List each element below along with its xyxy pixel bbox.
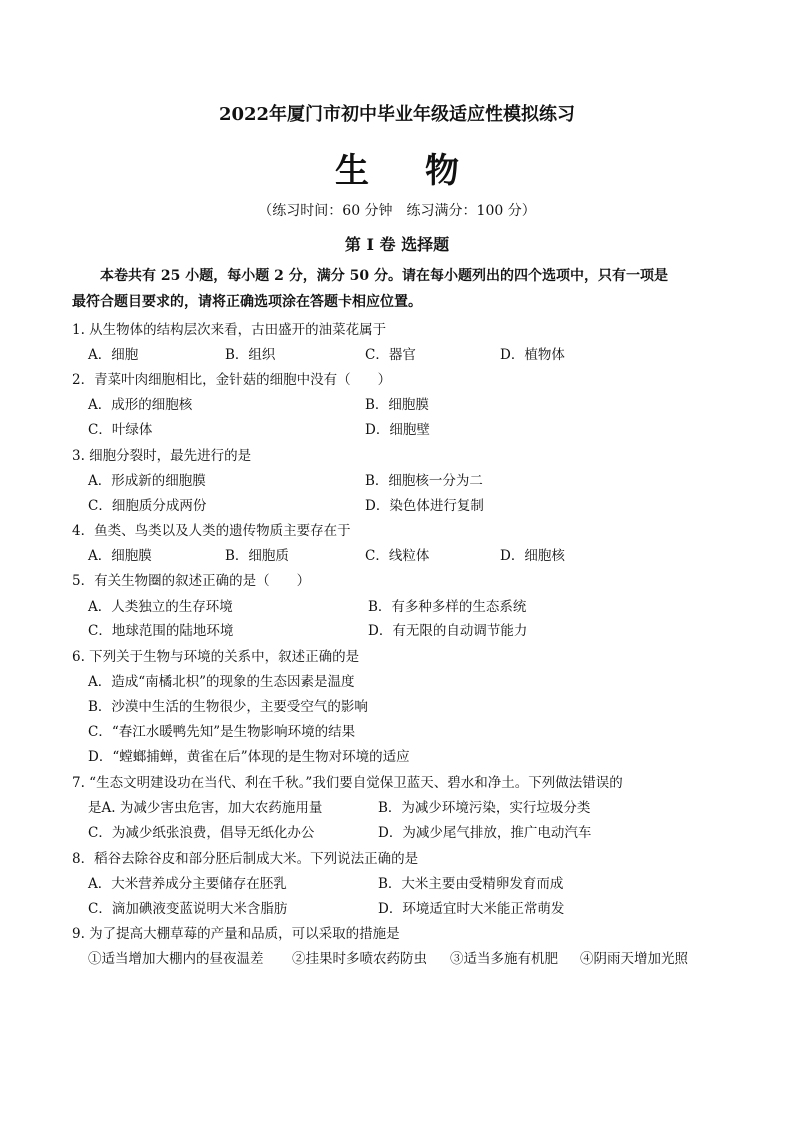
question-stem: 2．青菜叶肉细胞相比，金针菇的细胞中没有（ ） [72,372,392,388]
section-heading: 第 I 卷 选择题 [344,235,450,254]
option: B．细胞核一分为二 [365,473,483,489]
option: B．有多种多样的生态系统 [368,599,527,615]
option: ①适当增加大棚内的昼夜温差 [88,951,264,967]
option: B．为减少环境污染，实行垃圾分类 [378,800,591,816]
option: D．细胞核 [500,548,565,564]
option: C．叶绿体 [88,422,153,438]
option: C．器官 [365,347,416,363]
question-stem: 7. “生态文明建设功在当代、利在千秋。”我们要自觉保卫蓝天、碧水和净土。下列做法错误的 [72,775,623,791]
option: D．环境适宜时大米能正常萌发 [378,901,565,917]
option: B．细胞膜 [365,397,429,413]
option: A．人类独立的生存环境 [88,599,233,615]
option: D．植物体 [500,347,565,363]
intro-line-1: 本卷共有 25 小题，每小题 2 分，满分 50 分。请在每小题列出的四个选项中，只有一项是 [100,268,668,284]
option: ③适当多施有机肥 [450,951,558,967]
question-stem: 9. 为了提高大棚草莓的产量和品质，可以采取的措施是 [72,926,400,942]
question-stem: 3. 细胞分裂时，最先进行的是 [72,448,252,464]
option: A．大米营养成分主要储存在胚乳 [88,876,287,892]
option: ②挂果时多喷农药防虫 [292,951,427,967]
question-stem: 8．稻谷去除谷皮和部分胚后制成大米。下列说法正确的是 [72,851,419,867]
question-stem: 4．鱼类、鸟类以及人类的遗传物质主要存在于 [72,523,351,539]
option: C．“春江水暖鸭先知”是生物影响环境的结果 [88,724,356,740]
option: A．成形的细胞核 [88,397,193,413]
option: 是A. 为减少害虫危害，加大农药施用量 [88,800,323,816]
option: A．形成新的细胞膜 [88,473,206,489]
option: C．细胞质分成两份 [88,498,207,514]
exam-title: 2022年厦门市初中毕业年级适应性模拟练习 [218,104,576,125]
option: D．为减少尾气排放，推广电动汽车 [378,825,592,841]
option: C．滴加碘液变蓝说明大米含脂肪 [88,901,288,917]
option: C．线粒体 [365,548,430,564]
subject-title: 生物 [335,151,515,191]
option: A．细胞膜 [88,548,152,564]
option: D．“螳螂捕蝉，黄雀在后”体现的是生物对环境的适应 [88,749,410,765]
option: C．为减少纸张浪费，倡导无纸化办公 [88,825,315,841]
option: A．造成“南橘北枳”的现象的生态因素是温度 [88,674,355,690]
option: C．地球范围的陆地环境 [88,623,234,639]
option: D．染色体进行复制 [365,498,484,514]
question-stem: 5．有关生物圈的叙述正确的是（ ） [72,573,311,589]
option: B．细胞质 [225,548,289,564]
option: B．沙漠中生活的生物很少，主要受空气的影响 [88,699,368,715]
option: B．组织 [225,347,276,363]
option: B．大米主要由受精卵发育而成 [378,876,564,892]
option: D．有无限的自动调节能力 [368,623,528,639]
exam-meta: （练习时间：60 分钟 练习满分：100 分） [258,203,536,219]
option: D．细胞壁 [365,422,430,438]
option: ④阴雨天增加光照 [580,951,688,967]
option: A．细胞 [88,347,139,363]
question-stem: 6. 下列关于生物与环境的关系中，叙述正确的是 [72,649,360,665]
question-stem: 1. 从生物体的结构层次来看，古田盛开的油菜花属于 [72,322,387,338]
intro-line-2: 最符合题目要求的，请将正确选项涂在答题卡相应位置。 [72,294,422,310]
